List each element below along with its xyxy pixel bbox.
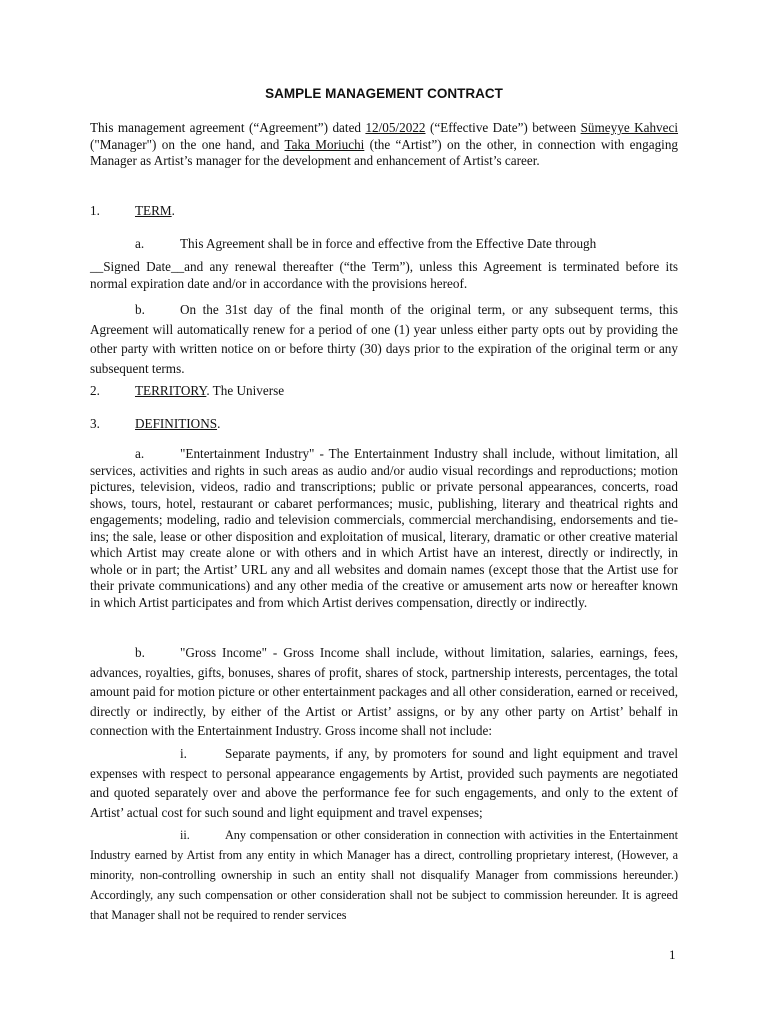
section-1-number: 1. (90, 203, 100, 218)
intro-text-4: (the “Artist”) on the other, in connection with engaging Manager as Artist’s manager for the development and enhancement of Artist’s career. (90, 136, 679, 168)
page-number: 1 (669, 947, 676, 962)
term-a-continuation: __Signed Date__and any renewal thereafter (“the Term”), unless this Agreement is terminated before its normal expiration date and/or in accordance with the provisions hereof. (90, 259, 678, 291)
intro-text-1: This management agreement (“Agreement”) dated (90, 120, 362, 135)
section-2-text: . The Universe (206, 383, 285, 398)
term-a-text1: This Agreement shall be in force and effective from the Effective Date through (180, 236, 597, 251)
term-b-text: On the 31st day of the final month of the original term, or any subsequent terms, this Agreement will automatically renew for a period of one (1) year unless either party opts out by providing the other party with written notice on or before thirty (30) days prior to the expiration of the original term or any subsequent terms. (90, 302, 678, 376)
definitions-b-i-text: Separate payments, if any, by promoters for sound and light equipment and travel expenses with respect to personal appearance engagements by Artist, provided such payments are negotiated and quoted separately over and above the performance fee for such engagements, and only to the extent of Artist’ actual cost for such sound and light equipment and travel expenses; (90, 746, 678, 820)
definitions-a-text: "Entertainment Industry" - The Entertainment Industry shall include, without limitation, all services, activities and rights in such areas as audio and/or audio visual recordings and reproductions; motion pictures, television, videos, radio and transcriptions; public or private personal appearances, concerts, road shows, tours, hotel, restaurant or cabaret performances; music, publishing, literary and theatrical rights and engagements; modeling, radio and television commercials, commercial merchandising, endorsements and tie-ins; the sale, lease or other disposition and exploitation of musical, literary, dramatic or other creative material which Artist may create alone or with others and in which Artist have an interest, directly or indirectly, in whole or in part; the Artist’ URL any and all websites and domain names (except those that the Artist use for their private communications) and any other media of the creative or amusement arts now or hereafter known in which Artist participates and from which Artist derives compensation, directly or indirectly. (90, 446, 678, 610)
section-2-heading (135, 383, 284, 399)
term-b-paragraph (90, 300, 678, 378)
section-3-number: 3. (90, 416, 100, 431)
intro-text-3: ("Manager") on the one hand, and (90, 136, 280, 152)
definitions-b-paragraph (90, 643, 678, 741)
section-1-period: . (171, 203, 175, 218)
section-1-heading (135, 203, 175, 219)
definitions-b-ii-paragraph (90, 825, 678, 925)
term-a-label: a. (135, 236, 145, 251)
artist-name: Taka Moriuchi (284, 136, 365, 152)
definitions-b-ii-label: ii. (180, 828, 190, 842)
definitions-b-i-label: i. (180, 746, 187, 761)
section-3-period: . (217, 416, 221, 431)
definitions-b-ii-text: Any compensation or other consideration in connection with activities in the Entertainment Industry earned by Artist from any entity in which Manager has a direct, controlling proprietary interest, (However, a minority, non-controlling ownership in such an entity shall not disqualify Manager from commissions hereunder.) Accordingly, any such compensation or other consideration shall not be subject to commission hereunder. It is agreed that Manager shall not be required to render services (90, 828, 678, 922)
document-title: SAMPLE MANAGEMENT CONTRACT (265, 86, 503, 101)
section-2-title: TERRITORY (135, 383, 207, 398)
section-3-heading (135, 416, 220, 432)
definitions-a-label: a. (135, 446, 145, 461)
term-a-line (90, 234, 678, 254)
definitions-b-text: "Gross Income" - Gross Income shall include, without limitation, salaries, earnings, fees, advances, royalties, gifts, bonuses, shares of profit, shares of stock, partnership interests, percentages, the total amount paid for motion picture or other entertainment packages and all other consideration, earned or received, directly or indirectly, by either of the Artist or Artist’ assigns, or by any other party on Artist’ behalf in connection with the Entertainment Industry. Gross income shall not include: (90, 645, 678, 738)
section-2-number: 2. (90, 383, 100, 398)
section-3-title: DEFINITIONS (135, 416, 218, 431)
definitions-a-paragraph (90, 446, 678, 611)
effective-date: 12/05/2022 (365, 120, 426, 135)
intro-paragraph (90, 120, 678, 170)
manager-name: Sümeyye Kahveci (580, 120, 679, 135)
section-1-title: TERM (135, 203, 172, 218)
term-b-label: b. (135, 302, 145, 317)
definitions-b-label: b. (135, 645, 145, 660)
definitions-b-i-paragraph (90, 744, 678, 822)
intro-text-2: (“Effective Date”) between (429, 120, 577, 135)
